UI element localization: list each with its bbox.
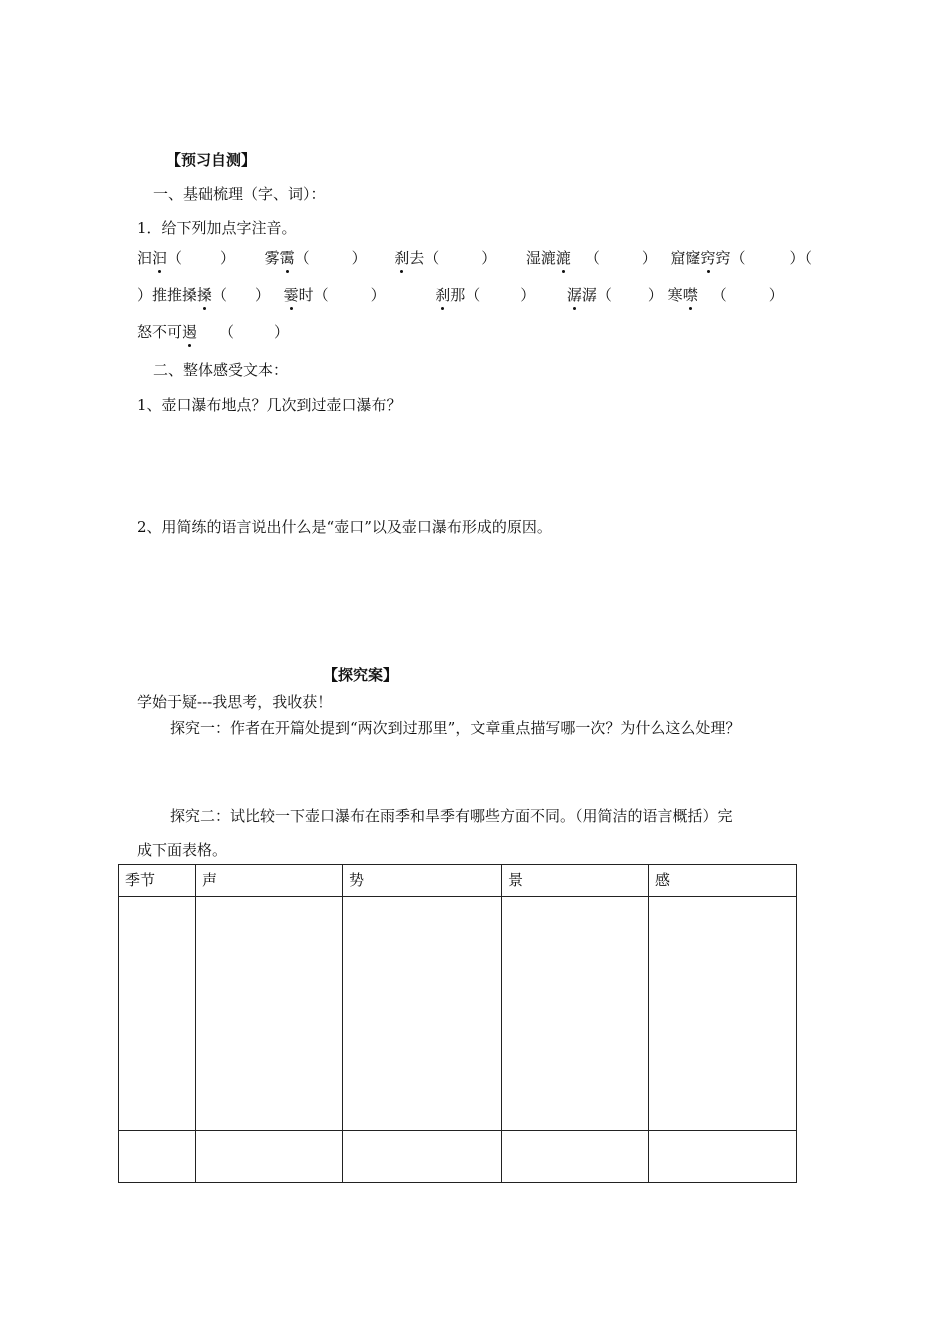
comparison-table <box>118 864 797 1183</box>
table-cell[interactable] <box>119 897 196 1131</box>
word-item: 潺潺（ ） <box>566 286 663 304</box>
table-cell[interactable] <box>343 1131 502 1183</box>
table-cell[interactable] <box>502 897 649 1131</box>
header-season: 季节 <box>119 865 196 897</box>
word-item: 雾霭（ ） <box>264 249 367 267</box>
explore-motto: 学始于疑---我思考，我收获！ <box>137 693 333 711</box>
explore-question-2-cont: 成下面表格。 <box>137 841 228 859</box>
word-item: 窟窿窍窍（ ）（ <box>670 249 813 267</box>
table-cell[interactable] <box>502 1131 649 1183</box>
table-cell[interactable] <box>119 1131 196 1183</box>
explore-question-1: 探究一：作者在开篇处提到“两次到过那里”，文章重点描写哪一次？为什么这么处理？ <box>170 719 741 737</box>
pinyin-row-1 <box>137 248 812 268</box>
table-cell[interactable] <box>649 1131 797 1183</box>
question-formation: 2、用简练的语言说出什么是“壶口”以及壶口瀑布形成的原因。 <box>137 518 552 536</box>
header-sound: 声 <box>196 865 343 897</box>
header-feeling: 感 <box>649 865 797 897</box>
table-cell[interactable] <box>196 1131 343 1183</box>
table-header-row <box>119 865 797 897</box>
question-location: 1、壶口瀑布地点？几次到过壶口瀑布？ <box>137 396 402 414</box>
word-item: 汩汩（ ） <box>137 249 236 267</box>
word-item: 刹去（ ） <box>394 249 497 267</box>
table-row <box>119 1131 797 1183</box>
header-scene: 景 <box>502 865 649 897</box>
explore-heading: 【探究案】 <box>323 666 399 684</box>
table-cell[interactable] <box>343 897 502 1131</box>
pinyin-row-2 <box>137 285 784 305</box>
explore-question-2: 探究二：试比较一下壶口瀑布在雨季和旱季有哪些方面不同。（用简洁的语言概括）完 <box>170 807 733 825</box>
question-pinyin: 1．给下列加点字注音。 <box>137 219 297 237</box>
header-momentum: 势 <box>343 865 502 897</box>
section-overall: 二、整体感受文本： <box>153 361 289 379</box>
pinyin-row-3: 怒不可遏 （ ） <box>137 323 290 341</box>
table-cell[interactable] <box>196 897 343 1131</box>
table-cell[interactable] <box>649 897 797 1131</box>
word-item: 湿漉漉 （ ） <box>525 249 657 267</box>
word-item: ）推推搡搡（ ） <box>137 286 271 304</box>
word-item: 刹那（ ） <box>435 286 536 304</box>
section-basics: 一、基础梳理（字、词）： <box>153 185 326 203</box>
word-item: 霎时（ ） <box>283 286 386 304</box>
table-row <box>119 897 797 1131</box>
preview-heading: 【预习自测】 <box>166 151 257 169</box>
word-item: 寒噤 （ ） <box>667 286 784 304</box>
